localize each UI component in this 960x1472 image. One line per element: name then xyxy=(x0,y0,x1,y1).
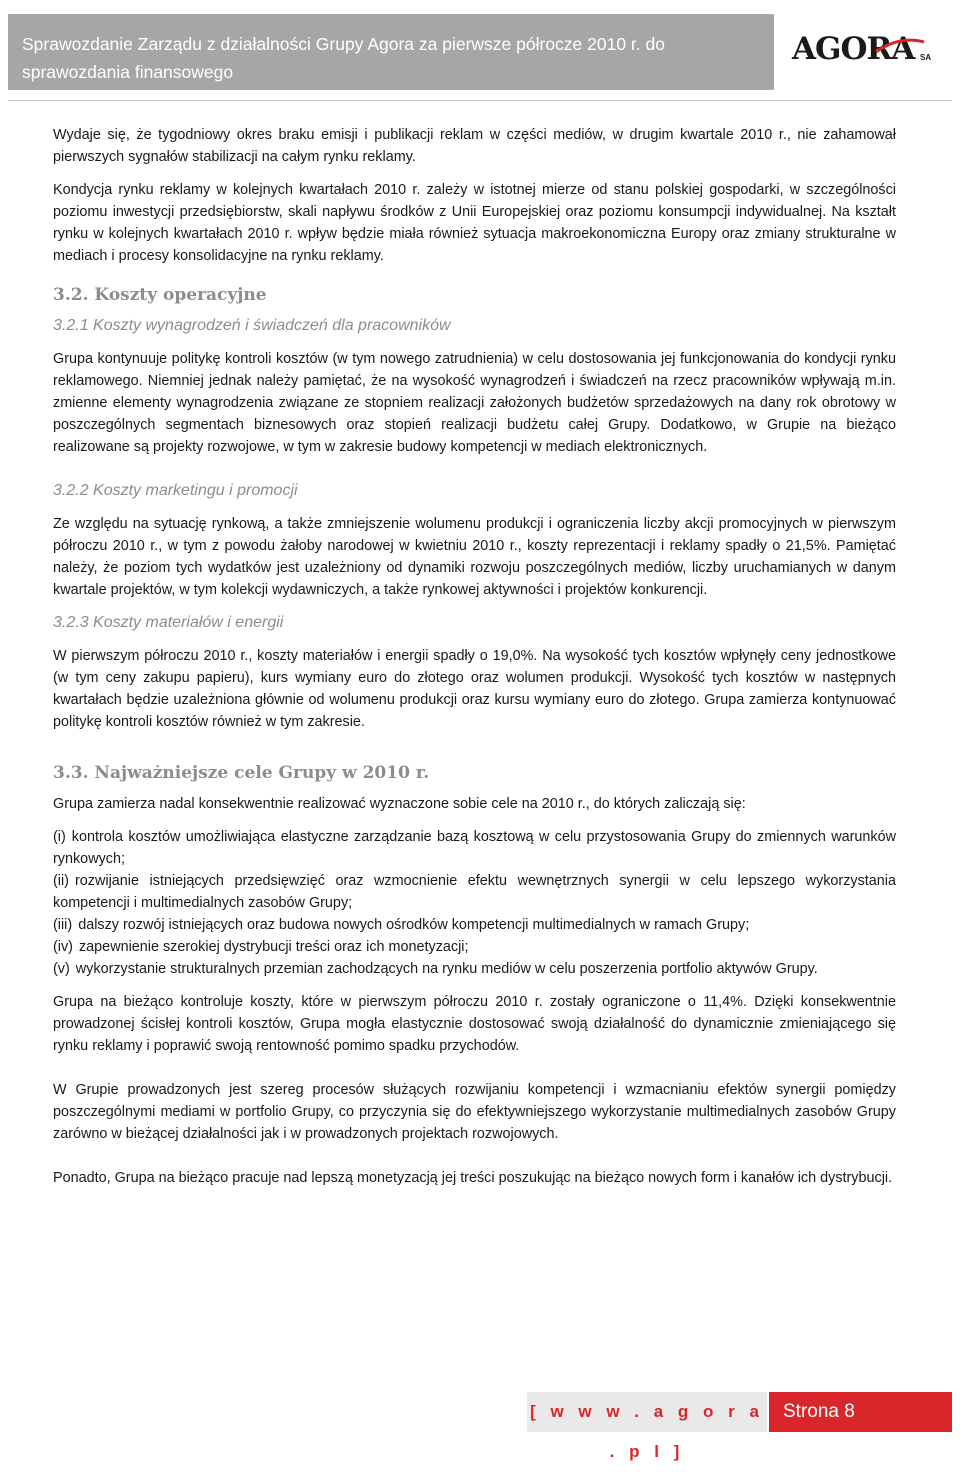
footer-website: [ w w w . a g o r a . p l ] xyxy=(527,1392,767,1432)
list-item: (iv) zapewnienie szerokiej dystrybucji treści oraz ich monetyzacji; xyxy=(53,939,469,955)
section-heading: 3.2. Koszty operacyjne xyxy=(53,285,267,305)
logo-suffix: SA xyxy=(920,53,932,62)
logo-text: AGORA xyxy=(792,31,915,67)
agora-logo xyxy=(792,28,942,68)
paragraph: Grupa na bieżąco kontroluje koszty, które w pierwszym półroczu 2010 r. zostały ograniczone o 11,4%. Dzięki konsekwentnie prowadzonej ścisłej kontroli kosztów, Grupa mogła elastycznie dostosować swoją działalność do dynamicznie zmieniającego się rynku reklamy i poprawić swoją rentowność pomimo spadku przychodów. xyxy=(53,994,896,1054)
page-number: Strona 8 xyxy=(769,1392,952,1432)
paragraph: Ponadto, Grupa na bieżąco pracuje nad lepszą monetyzacją jej treści poszukując na bieżąco nowych form i kanałów ich dystrybucji. xyxy=(53,1170,893,1186)
section-heading: 3.3. Najważniejsze cele Grupy w 2010 r. xyxy=(53,763,430,783)
header-divider xyxy=(8,100,952,101)
paragraph: Kondycja rynku reklamy w kolejnych kwartałach 2010 r. zależy w istotnej mierze od stanu polskiej gospodarki, w szczególności poziomu inwestycji przedsiębiorstw, skali napływu środków z Unii Europejskiej oraz poziomu konsumpcji indywidualnej. Na kształt rynku w kolejnych kwartałach 2010 r. wpływ będzie miała również sytuacja makroekonomiczna Europy oraz zmiany strukturalne w mediach i procesy konsolidacyjne na rynku reklamy. xyxy=(53,182,896,264)
paragraph: Ze względu na sytuację rynkową, a także zmniejszenie wolumenu produkcji i ograniczenia liczby akcji promocyjnych w pierwszym półroczu 2010 r., w tym z powodu żałoby narodowej w kwietniu 2010 r., koszty reprezentacji i reklamy spadły o 21,5%. Pamiętać należy, że poziom tych wydatków jest uzależniony od dynamiki rozwoju poszczególnych mediów, liczby uruchamianych w danym kwartale projektów, w tym kolekcji wydawniczych, a także rynkowej aktywności i projektów konkurencji. xyxy=(53,516,896,598)
paragraph: Wydaje się, że tygodniowy okres braku emisji i publikacji reklam w części mediów, w drugim kwartale 2010 r., nie zahamował pierwszych sygnałów stabilizacji na całym rynku reklamy. xyxy=(53,127,896,165)
list-item: (v) wykorzystanie strukturalnych przemian zachodzących na rynku mediów w celu poszerzenia portfolio aktywów Grupy. xyxy=(53,961,818,977)
list-item: (ii) rozwijanie istniejących przedsięwzięć oraz wzmocnienie efektu wewnętrznych synergii w celu lepszego wykorzystania kompetencji i multimedialnych zasobów Grupy; xyxy=(53,873,896,911)
goals-list xyxy=(53,826,896,980)
subsection-heading: 3.2.1 Koszty wynagrodzeń i świadczeń dla pracowników xyxy=(53,317,451,334)
paragraph: Grupa kontynuuje politykę kontroli kosztów (w tym nowego zatrudnienia) w celu dostosowania jej funkcjonowania do kondycji rynku reklamowego. Niemniej jednak należy pamiętać, że na wysokość wynagrodzeń i świadczeń na rzecz pracowników wpływają m.in. zmienne elementy wynagrodzenia związane ze stopniem realizacji założonych budżetów sprzedażowych na dany rok obrotowy w poszczególnych segmentach biznesowych oraz stopień realizacji budżetu całej Grupy. Dodatkowo, w Grupie na bieżąco realizowane są projekty rozwojowe, w tym w zakresie budowy kompetencji w mediach elektronicznych. xyxy=(53,351,896,455)
document-title: Sprawozdanie Zarządu z działalności Grupy Agora za pierwsze półrocze 2010 r. do sprawozdania finansowego xyxy=(22,34,665,82)
paragraph: W Grupie prowadzonych jest szereg procesów służących rozwijaniu kompetencji i wzmacnianiu efektów synergii pomiędzy poszczególnymi mediami w portfolio Grupy, co przyczynia się do efektywniejszego wykorzystanie multimedialnych zasobów Grupy zarówno w bieżącej działalności jak i w prowadzonych projektach rozwojowych. xyxy=(53,1082,896,1142)
subsection-heading: 3.2.2 Koszty marketingu i promocji xyxy=(53,482,298,499)
list-item: (iii) dalszy rozwój istniejących oraz budowa nowych ośrodków kompetencji multimedialnych w ramach Grupy; xyxy=(53,917,750,933)
paragraph: W pierwszym półroczu 2010 r., koszty materiałów i energii spadły o 19,0%. Na wysokość tych kosztów wpłynęły ceny jednostkowe (w tym ceny zakupu papieru), kurs wymiany euro do złotego oraz wolumen produkcji. Wysokość tych kosztów w następnych kwartałach będzie uzależniona głównie od wolumenu produkcji oraz kursu wymiany euro do złotego. Grupa zamierza kontynuować politykę kontroli kosztów również w tym zakresie. xyxy=(53,648,896,730)
subsection-heading: 3.2.3 Koszty materiałów i energii xyxy=(53,614,284,631)
list-item: (i) kontrola kosztów umożliwiająca elastyczne zarządzanie bazą kosztową w celu przystosowania Grupy do zmiennych warunków rynkowych; xyxy=(53,829,896,867)
page-content xyxy=(53,124,896,1189)
paragraph: Grupa zamierza nadal konsekwentnie realizować wyznaczone sobie cele na 2010 r., do których zaliczają się: xyxy=(53,796,746,812)
